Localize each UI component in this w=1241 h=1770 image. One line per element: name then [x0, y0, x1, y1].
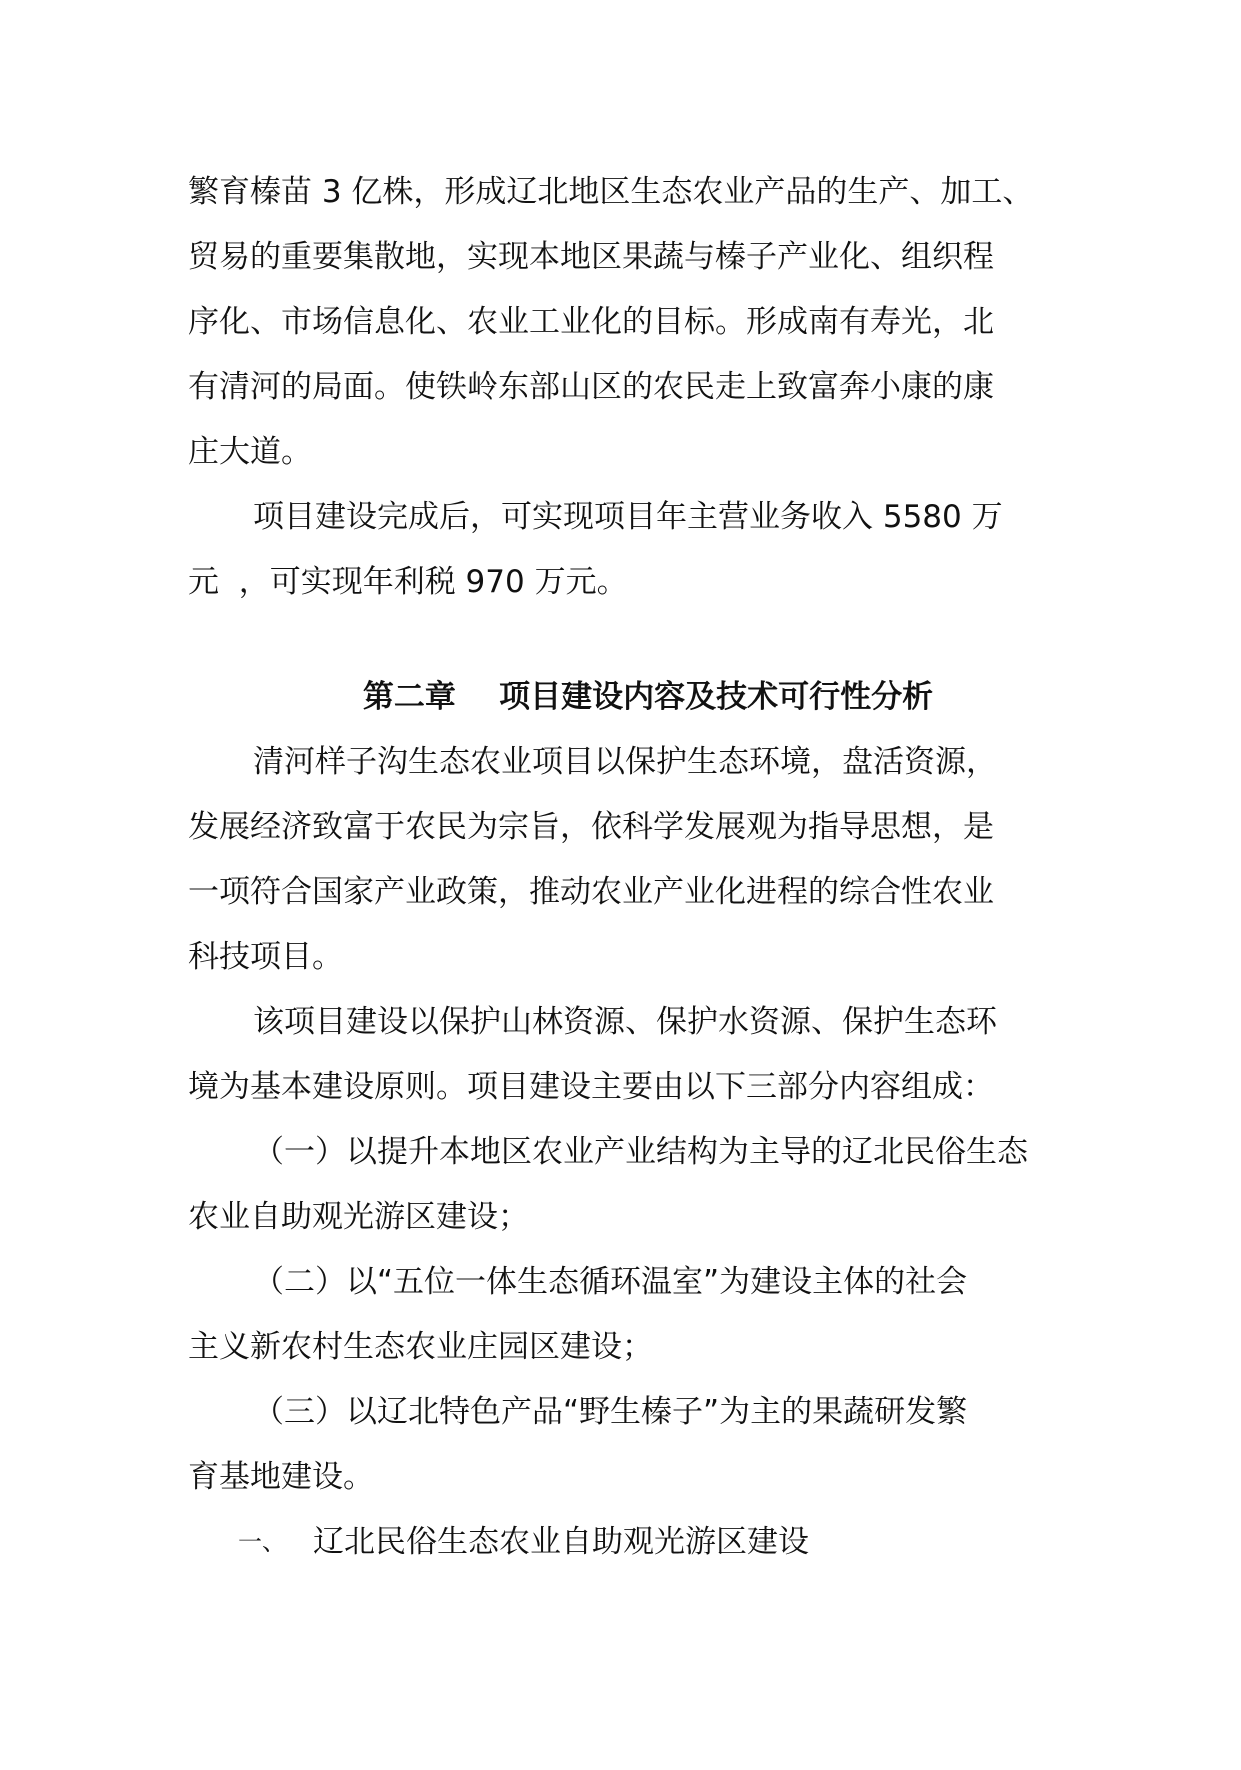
section-number: 一、 [238, 1528, 286, 1556]
text-line: 一项符合国家产业政策，推动农业产业化进程的综合性农业 [188, 874, 994, 910]
text-line: 贸易的重要集散地，实现本地区果蔬与榛子产业化、组织程 [188, 239, 994, 275]
text-line: 主义新农村生态农业庄园区建设； [188, 1329, 653, 1365]
list-item: （三）以辽北特色产品“野生榛子”为主的果蔬研发繁 [253, 1394, 968, 1430]
text-line: 清河样子沟生态农业项目以保护生态环境，盘活资源， [253, 744, 997, 780]
text-line: 农业自助观光游区建设； [188, 1199, 529, 1235]
chapter-title: 第二章 项目建设内容及技术可行性分析 [362, 679, 934, 715]
text-line: 有清河的局面。使铁岭东部山区的农民走上致富奔小康的康 [188, 369, 994, 405]
text-line: 育基地建设。 [188, 1459, 374, 1495]
text-line: 元 ，可实现年利税 970 万元。 [188, 564, 628, 600]
list-item: （一）以提升本地区农业产业结构为主导的辽北民俗生态 [253, 1134, 1028, 1170]
text-line: 该项目建设以保护山林资源、保护水资源、保护生态环 [253, 1004, 997, 1040]
text-line: 序化、市场信息化、农业工业化的目标。形成南有寿光，北 [188, 304, 994, 340]
text-line: 科技项目。 [188, 939, 343, 975]
section-title: 辽北民俗生态农业自助观光游区建设 [313, 1524, 809, 1560]
text-line: 繁育榛苗 3 亿株，形成辽北地区生态农业产品的生产、加工、 [188, 174, 1034, 210]
text-line: 境为基本建设原则。项目建设主要由以下三部分内容组成： [188, 1069, 994, 1105]
text-line: 项目建设完成后，可实现项目年主营业务收入 5580 万 [253, 499, 1003, 535]
list-item: （二）以“五位一体生态循环温室”为建设主体的社会 [253, 1264, 968, 1300]
text-line: 发展经济致富于农民为宗旨，依科学发展观为指导思想，是 [188, 809, 994, 845]
section-heading [188, 1510, 1068, 1575]
document-body [188, 160, 1068, 1575]
text-line: 庄大道。 [188, 434, 312, 470]
